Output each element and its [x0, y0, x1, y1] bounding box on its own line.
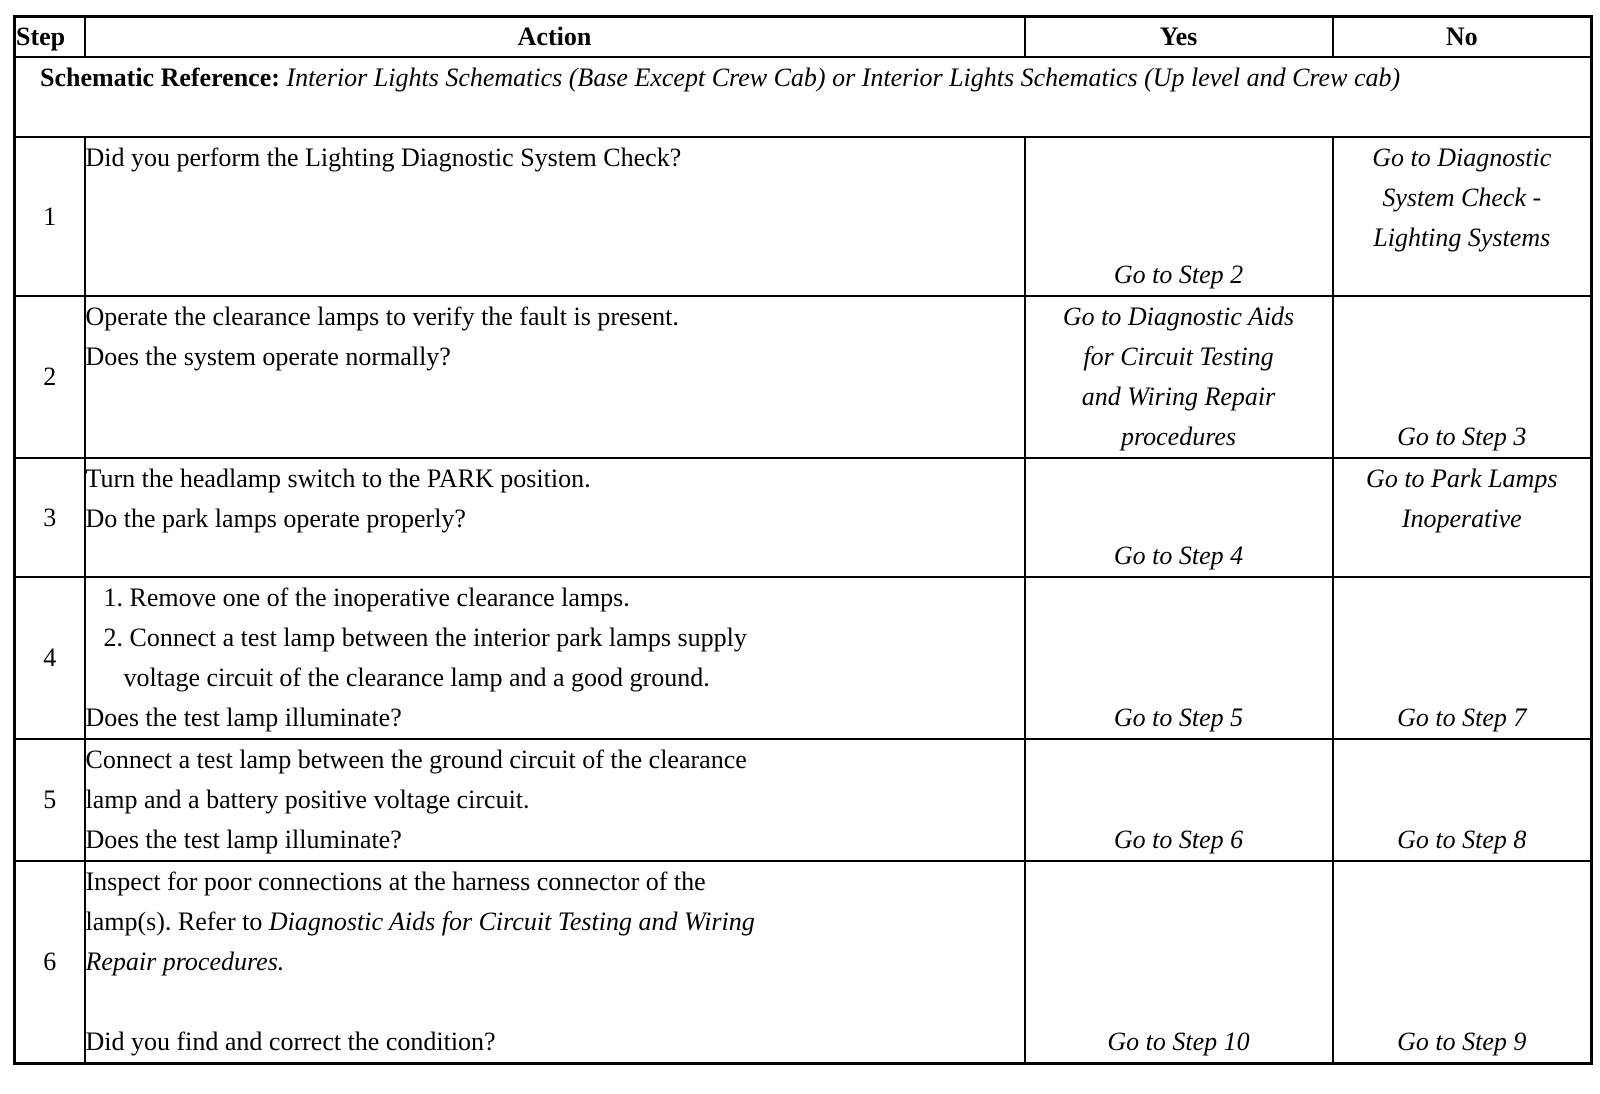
- action-cell: [85, 739, 1025, 861]
- schematic-reference-label: Schematic Reference:: [40, 63, 280, 92]
- yes-result: Go to Step 6: [1113, 825, 1244, 854]
- yes-result: Go to Step 2: [1113, 260, 1244, 289]
- blank-line: [86, 982, 1024, 1022]
- yes-result: Go to Step 4: [1113, 541, 1244, 570]
- no-cell: [1333, 296, 1592, 458]
- header-yes: Yes: [1025, 17, 1333, 58]
- no-result-line: Inoperative: [1401, 504, 1522, 533]
- procedure-reference: Diagnostic Aids for Circuit Testing and Wiring: [268, 907, 755, 936]
- step-number: 1: [15, 137, 85, 296]
- action-line: Does the test lamp illuminate?: [85, 703, 402, 732]
- no-cell: [1333, 861, 1592, 1064]
- table-row: [15, 137, 1592, 296]
- action-line: [86, 902, 1024, 942]
- no-result: Go to Step 8: [1397, 825, 1527, 854]
- action-line: Turn the headlamp switch to the PARK position.: [85, 464, 591, 493]
- header-action: Action: [85, 17, 1025, 58]
- yes-result-line: and Wiring Repair: [1081, 382, 1276, 411]
- action-cell: [85, 296, 1025, 458]
- table-row: [15, 296, 1592, 458]
- schematic-reference-text: Interior Lights Schematics (Base Except Crew Cab) or Interior Lights Schematics (Up level and Crew cab): [286, 63, 1401, 92]
- yes-result: Go to Step 5: [1113, 703, 1244, 732]
- action-line: Inspect for poor connections at the harness connector of the: [85, 867, 706, 896]
- header-no: No: [1333, 17, 1592, 58]
- table-row: [15, 861, 1592, 1064]
- action-cell: [85, 577, 1025, 739]
- yes-cell: [1025, 296, 1333, 458]
- yes-cell: [1025, 861, 1333, 1064]
- action-cell: [85, 137, 1025, 296]
- action-line: Operate the clearance lamps to verify the fault is present.: [85, 302, 679, 331]
- table-row: [15, 458, 1592, 577]
- yes-result-line: procedures: [1120, 422, 1237, 451]
- diagnostic-table: [13, 15, 1593, 1065]
- no-result-line: Lighting Systems: [1373, 223, 1551, 252]
- table-row: [15, 577, 1592, 739]
- action-line: 1. Remove one of the inoperative clearance lamps.: [103, 583, 630, 612]
- action-text: lamp(s). Refer to: [85, 907, 269, 936]
- no-result: Go to Step 9: [1397, 1027, 1527, 1056]
- header-step: Step: [15, 17, 85, 58]
- no-cell: [1333, 577, 1592, 739]
- action-line: Does the test lamp illuminate?: [85, 825, 402, 854]
- action-cell: [85, 458, 1025, 577]
- action-line: voltage circuit of the clearance lamp and a good ground.: [123, 663, 710, 692]
- table-row: [15, 739, 1592, 861]
- yes-cell: [1025, 577, 1333, 739]
- procedure-reference-line: Repair procedures.: [85, 947, 285, 976]
- step-number: 4: [15, 577, 85, 739]
- no-cell: [1333, 739, 1592, 861]
- step-number: 2: [15, 296, 85, 458]
- no-result: Go to Step 7: [1397, 703, 1527, 732]
- action-line: Do the park lamps operate properly?: [85, 504, 466, 533]
- step-number: 3: [15, 458, 85, 577]
- no-cell: [1333, 458, 1592, 577]
- no-result-line: System Check -: [1382, 183, 1542, 212]
- action-line: Connect a test lamp between the ground circuit of the clearance: [85, 745, 747, 774]
- action-cell: [85, 861, 1025, 1064]
- no-result: Go to Step 3: [1397, 422, 1527, 451]
- schematic-reference-cell: [15, 57, 1592, 137]
- yes-result-line: for Circuit Testing: [1083, 342, 1274, 371]
- action-line: Does the system operate normally?: [85, 342, 451, 371]
- step-number: 6: [15, 861, 85, 1064]
- action-line: Did you find and correct the condition?: [85, 1027, 496, 1056]
- header-row: [15, 17, 1592, 58]
- no-cell: [1333, 137, 1592, 296]
- yes-cell: [1025, 458, 1333, 577]
- no-result-line: Go to Park Lamps: [1366, 464, 1558, 493]
- action-line: Did you perform the Lighting Diagnostic System Check?: [85, 143, 682, 172]
- yes-cell: [1025, 739, 1333, 861]
- schematic-reference-row: [15, 57, 1592, 137]
- no-result-line: Go to Diagnostic: [1372, 143, 1552, 172]
- action-line: 2. Connect a test lamp between the interior park lamps supply: [103, 623, 747, 652]
- yes-result: Go to Step 10: [1107, 1027, 1250, 1056]
- yes-cell: [1025, 137, 1333, 296]
- action-line: lamp and a battery positive voltage circuit.: [85, 785, 530, 814]
- step-number: 5: [15, 739, 85, 861]
- yes-result-line: Go to Diagnostic Aids: [1062, 302, 1295, 331]
